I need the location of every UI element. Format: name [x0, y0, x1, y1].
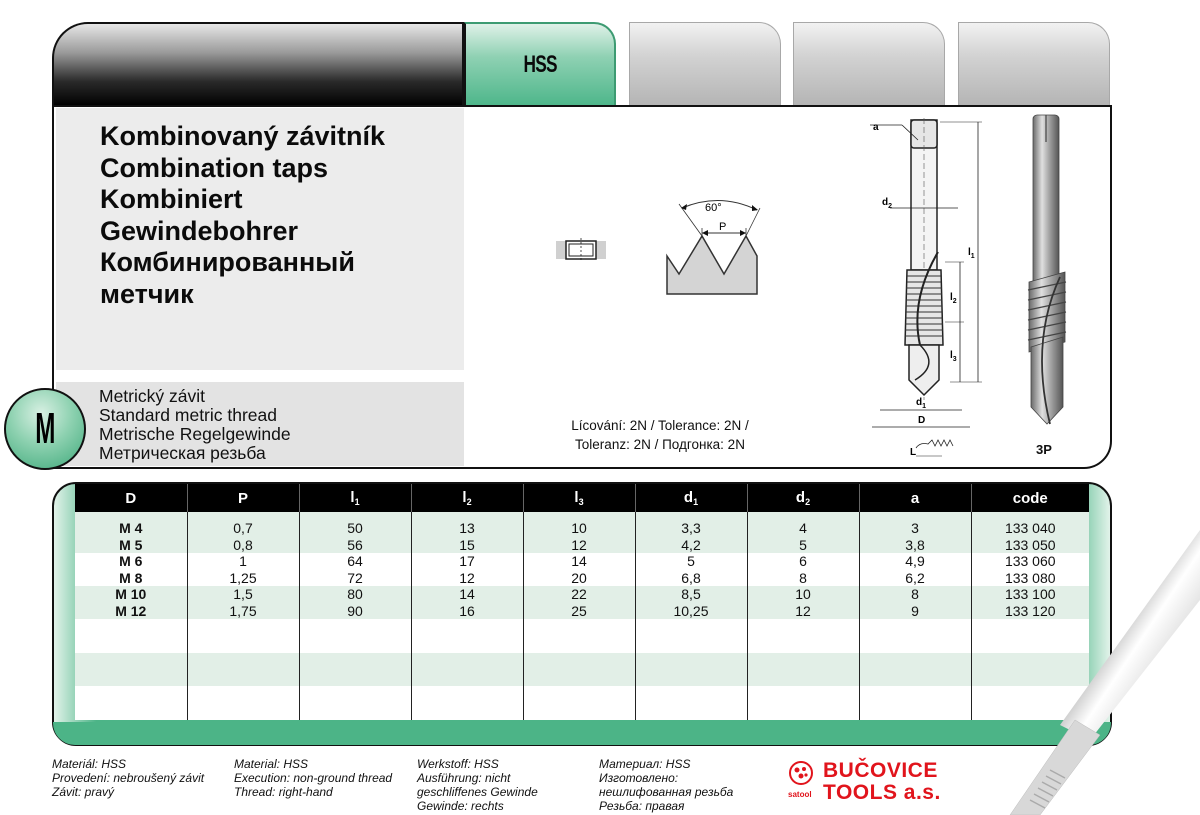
brand-small: satool	[788, 790, 812, 799]
col-header-d2: $d_2$	[747, 484, 859, 512]
col-header-a: a	[859, 484, 971, 512]
title-de-2: Gewindebohrer	[100, 215, 299, 246]
header-black-bar	[52, 22, 464, 106]
thread-de: Metrische Regelgewinde	[99, 424, 291, 444]
tab-empty-3[interactable]	[958, 22, 1110, 106]
thread-profile-icon	[655, 198, 765, 298]
product-title	[100, 121, 385, 310]
thread-ru: Метрическая резьба	[99, 443, 266, 463]
col-header-D: D	[75, 484, 187, 512]
svg-text:l1: $l_1$	[968, 247, 975, 260]
tab-hss[interactable]	[464, 22, 616, 106]
thread-badge	[4, 388, 86, 470]
title-cz: Kombinovaný závitník	[100, 121, 386, 151]
svg-text:l2: $l_2$	[950, 292, 957, 305]
title-ru-2: метчик	[100, 278, 194, 309]
table-frame-bottom	[53, 722, 1111, 745]
title-de-1: Kombiniert	[100, 184, 243, 214]
pitch-label: P	[719, 221, 727, 233]
svg-text:d1: $d_1$	[916, 397, 927, 410]
table-row-empty	[75, 686, 1089, 720]
angle-label: 60°	[705, 202, 722, 214]
col-header-l1: $l_1$	[299, 484, 411, 512]
tolerance-text	[540, 416, 780, 454]
title-en: Combination taps	[100, 152, 328, 183]
tab-hss-label: HSS	[523, 51, 557, 78]
footer-en: Material: HSS Execution: non-ground thread Thread: right-hand	[234, 757, 393, 799]
table-row: M 12 1,75 90 16 25 10,25 12 9 133 120	[75, 603, 1089, 620]
brand-line-1: BUČOVICE	[823, 759, 938, 782]
title-ru-1: Комбинированный	[100, 247, 355, 277]
table-row-empty	[75, 619, 1089, 653]
svg-text:D: D	[918, 415, 926, 426]
table-row: M 5 0,8 56 15 12 4,2 5 3,8 133 050	[75, 537, 1089, 554]
svg-text:l3: $l_3$	[950, 350, 957, 363]
svg-text:a: a	[873, 122, 879, 133]
table-header-row	[75, 484, 1089, 512]
table-row: M 8 1,25 72 12 20 6,8 8 6,2 133 080	[75, 570, 1089, 587]
table-row-empty	[75, 653, 1089, 687]
tolerance-line-1: Lícování: 2N / Tolerance: 2N /	[571, 418, 749, 433]
footer-ru: Материал: HSS Изготовлено: нешлифованная резьба Резьба: правая	[599, 757, 734, 813]
col-header-l3: $l_3$	[523, 484, 635, 512]
col-header-l2: $l_2$	[411, 484, 523, 512]
svg-text:L: L	[910, 447, 917, 458]
tolerance-line-2: Toleranz: 2N / Подгонка: 2N	[575, 437, 745, 452]
thread-cz: Metrický závit	[99, 386, 205, 406]
tab-empty-1[interactable]	[629, 22, 781, 106]
brand-name	[823, 760, 941, 804]
brand-logo-icon	[787, 760, 817, 788]
footer-de: Werkstoff: HSS Ausführung: nicht geschliffenes Gewinde Gewinde: rechts	[417, 757, 538, 813]
svg-text:d2: $d_2$	[882, 197, 893, 210]
brand-line-2: TOOLS a.s.	[823, 781, 941, 804]
through-hole-icon	[556, 238, 606, 262]
tap-technical-drawing	[860, 110, 1000, 465]
tab-empty-2[interactable]	[793, 22, 945, 106]
table-row: M 4 0,7 50 13 10 3,3 4 3 133 040	[75, 520, 1089, 537]
thread-badge-letter: M	[34, 404, 56, 453]
table-row: M 6 1 64 17 14 5 6 4,9 133 060	[75, 553, 1089, 570]
badge-connector	[52, 370, 54, 390]
col-header-P: P	[187, 484, 299, 512]
spec-table	[75, 484, 1089, 720]
col-header-code: code	[971, 484, 1089, 512]
photo-label: 3P	[1036, 442, 1052, 457]
table-row: M 10 1,5 80 14 22 8,5 10 8 133 100	[75, 586, 1089, 603]
thread-type-text	[99, 387, 291, 463]
col-header-d1: $d_1$	[635, 484, 747, 512]
footer-cz: Materiál: HSS Provedení: nebroušený závit Závit: pravý	[52, 757, 205, 799]
tap-photo	[1020, 112, 1090, 432]
thread-en: Standard metric thread	[99, 405, 278, 425]
